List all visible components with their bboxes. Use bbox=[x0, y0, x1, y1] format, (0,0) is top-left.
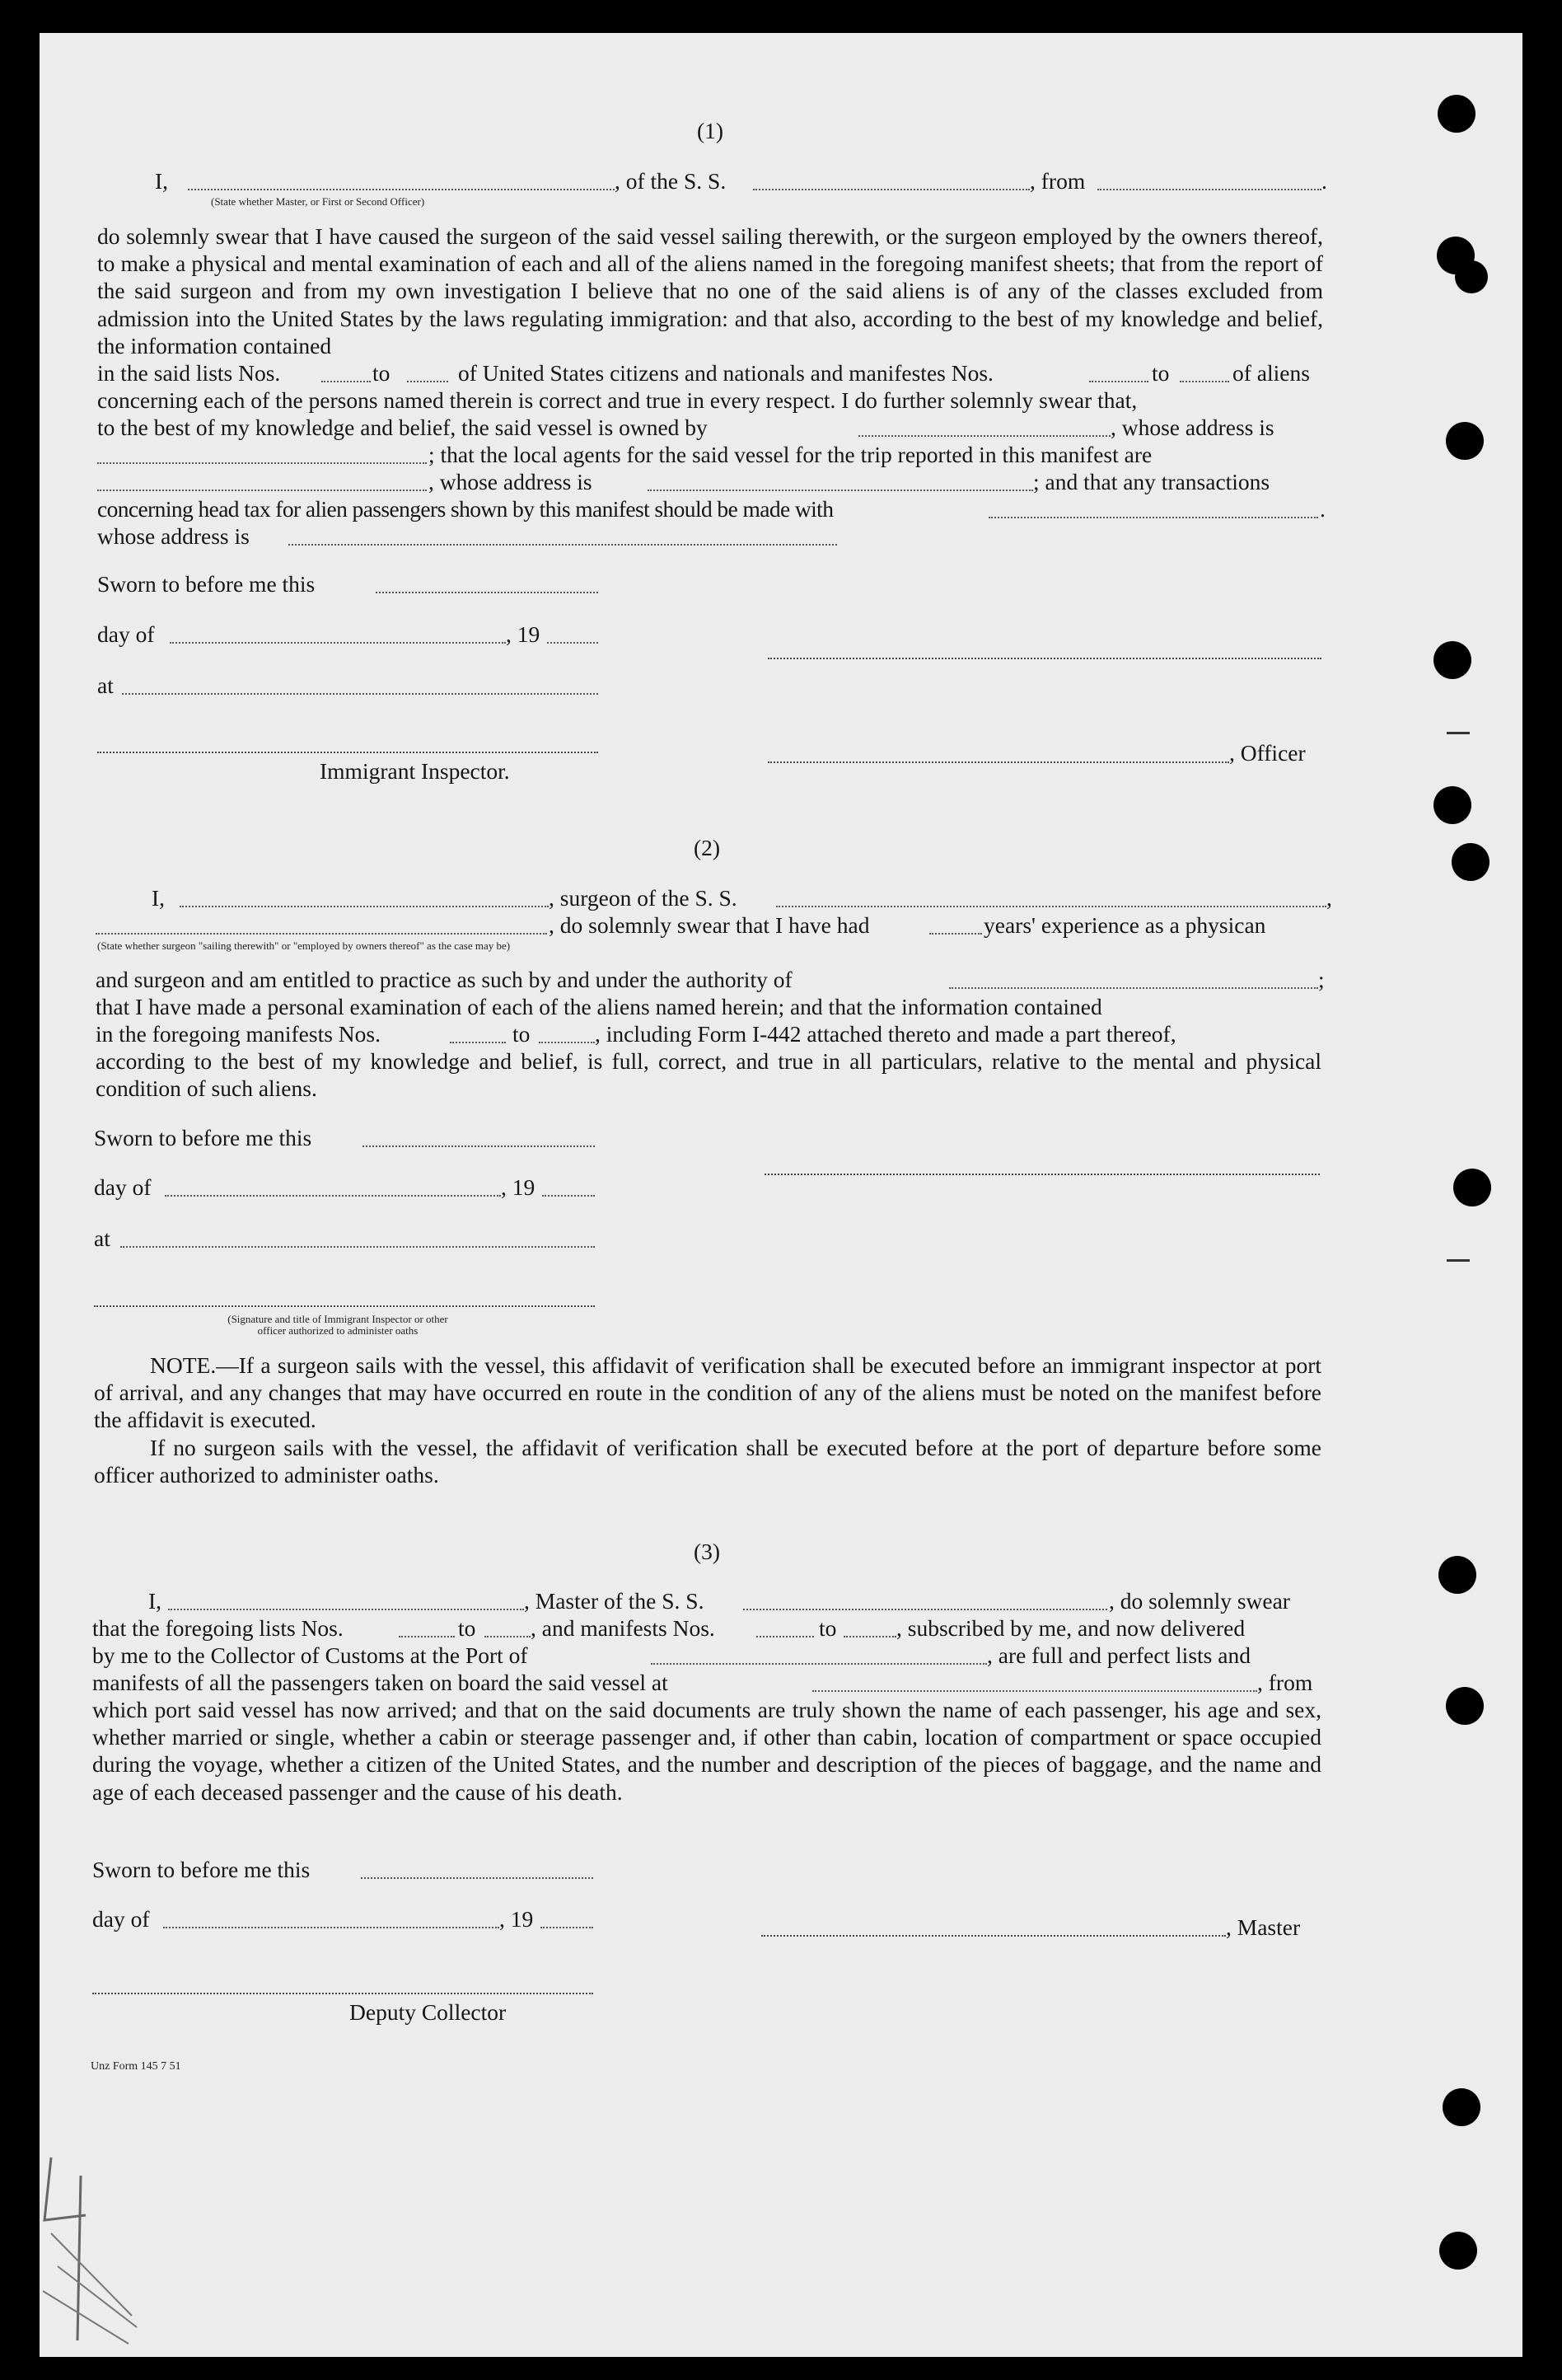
s1-lists-to-field[interactable] bbox=[407, 381, 448, 382]
s2-manifests-to-label: to bbox=[512, 1021, 531, 1047]
s3-subscribed-label: , subscribed by me, and now delivered bbox=[896, 1615, 1246, 1641]
s2-surgeon-label: , surgeon of the S. S. bbox=[549, 885, 737, 911]
s2-authority-field[interactable] bbox=[949, 987, 1318, 989]
form-code: Unz Form 145 7 51 bbox=[91, 2060, 181, 2073]
s1-vessel-field[interactable] bbox=[753, 189, 1030, 190]
s2-year-label: , 19 bbox=[501, 1174, 535, 1200]
punch-hole bbox=[1433, 786, 1471, 824]
s1-year-field[interactable] bbox=[547, 642, 598, 644]
s1-agents-address-field[interactable] bbox=[648, 490, 1033, 491]
s3-vessel-field[interactable] bbox=[743, 1609, 1107, 1610]
s2-years-field[interactable] bbox=[929, 933, 982, 935]
s1-i-label: I, bbox=[155, 168, 169, 194]
s2-dayof-label: day of bbox=[94, 1174, 152, 1200]
s1-sworn-label: Sworn to before me this bbox=[97, 571, 316, 597]
s3-lists-label: that the foregoing lists Nos. bbox=[92, 1615, 344, 1641]
s1-concerning-text: concerning each of the persons named therein is correct and true in every respect. I do further solemnly swear that, bbox=[97, 387, 1138, 413]
s1-owner-address-label: , whose address is bbox=[1111, 415, 1274, 440]
s1-manifests-to-label: to bbox=[1152, 360, 1170, 386]
s1-day-field[interactable] bbox=[170, 642, 506, 644]
s1-end-period: . bbox=[1321, 168, 1327, 194]
s2-form-label: , including Form I-442 attached thereto and made a part thereof, bbox=[595, 1021, 1176, 1047]
s2-inspector-signature-field[interactable] bbox=[94, 1305, 595, 1307]
s1-lists-to-label: to bbox=[372, 360, 390, 386]
s3-master-label: , Master of the S. S. bbox=[524, 1588, 704, 1614]
s1-officer-signature-field[interactable] bbox=[768, 761, 1229, 763]
s1-year-label: , 19 bbox=[506, 621, 540, 647]
s3-lists-to-label: to bbox=[458, 1615, 476, 1641]
punch-hole bbox=[1452, 843, 1490, 881]
s3-from-label: , from bbox=[1257, 1670, 1313, 1695]
punch-hole bbox=[1433, 641, 1471, 679]
s2-i-label: I, bbox=[152, 885, 166, 911]
s2-year-field[interactable] bbox=[542, 1195, 595, 1197]
s3-manifests-to-field[interactable] bbox=[844, 1636, 896, 1637]
s3-lists-from-field[interactable] bbox=[399, 1636, 455, 1637]
s1-of-ss-label: , of the S. S. bbox=[615, 168, 727, 194]
s3-dayof-label: day of bbox=[92, 1906, 150, 1932]
punch-hole bbox=[1438, 1556, 1476, 1594]
s1-transactions-label: ; and that any transactions bbox=[1033, 469, 1270, 494]
s1-inspector-label: Immigrant Inspector. bbox=[320, 758, 510, 784]
s2-authority-end: ; bbox=[1318, 967, 1325, 992]
punch-hole bbox=[1443, 2088, 1480, 2126]
s2-manifests-from-field[interactable] bbox=[450, 1042, 506, 1043]
s1-agents-address-label: , whose address is bbox=[428, 469, 592, 494]
s3-deputy-signature-field[interactable] bbox=[92, 1993, 593, 1994]
s3-deputy-label: Deputy Collector bbox=[349, 1999, 507, 2025]
s2-at-field[interactable] bbox=[120, 1246, 595, 1248]
s1-body-text: do solemnly swear that I have caused the surgeon of the said vessel sailing therewith, or the surgeon employed by the owners thereof, to make a physical and mental examination of each and all of the aliens named in the foregoing manifest sheets; that from the report of the said surgeon and from my own investigation I believe that no one of the said aliens is of any of the classes excluded from admission into the United States by the laws regulating immigration: and that also, according to the best of my knowledge and belief, the information contained bbox=[97, 223, 1323, 358]
s2-examined-text: that I have made a personal examination of each of the aliens named herein; and that the information contained bbox=[96, 994, 1102, 1019]
s3-body-text: which port said vessel has now arrived; and that on the said documents are truly shown the name of each passenger, his age and sex, whether married or single, whether a cabin or steerage passenger and, if other than cabin, location of compartment or space occupied during the voyage, whether a citizen of the United States, and the number and description of the pieces of baggage, and the name and age of each deceased passenger and the cause of his death. bbox=[92, 1697, 1321, 1805]
s2-signature-field[interactable] bbox=[765, 1174, 1320, 1175]
punch-hole bbox=[1446, 1687, 1484, 1725]
s3-collector-label: by me to the Collector of Customs at the Port of bbox=[92, 1642, 528, 1668]
punch-hole bbox=[1455, 260, 1488, 293]
s2-at-label: at bbox=[94, 1225, 110, 1251]
s3-year-label: , 19 bbox=[499, 1906, 534, 1932]
s3-name-field[interactable] bbox=[168, 1609, 524, 1610]
s1-of-aliens-label: of aliens bbox=[1232, 360, 1310, 386]
s1-headtax-field[interactable] bbox=[989, 517, 1318, 518]
punch-hole bbox=[1438, 95, 1475, 133]
s3-manifests-to-label: to bbox=[819, 1615, 837, 1641]
s3-year-field[interactable] bbox=[540, 1927, 593, 1928]
s2-surgeon-caption: (State whether surgeon "sailing therewith" or "employed by owners thereof" as the case may be) bbox=[97, 939, 511, 952]
section-1-heading: (1) bbox=[697, 118, 724, 143]
s3-swear-label: , do solemnly swear bbox=[1109, 1588, 1290, 1614]
s3-master-label-sig: , Master bbox=[1226, 1914, 1301, 1940]
s3-on-board-label: manifests of all the passengers taken on board the said vessel at bbox=[92, 1670, 668, 1695]
s3-port-field[interactable] bbox=[651, 1663, 987, 1665]
s1-dayof-label: day of bbox=[97, 621, 155, 647]
s2-sworn-label: Sworn to before me this bbox=[94, 1125, 312, 1150]
s1-lists-label: in the said lists Nos. bbox=[97, 360, 281, 386]
punch-hole bbox=[1453, 1169, 1491, 1206]
s1-whose-label: whose address is bbox=[97, 523, 250, 549]
s2-manifests-label: in the foregoing manifests Nos. bbox=[96, 1021, 381, 1047]
s1-from-label: , from bbox=[1030, 168, 1086, 194]
s3-lists-complete-label: , are full and perfect lists and bbox=[987, 1642, 1251, 1668]
s1-manifests-label: of United States citizens and nationals and manifestes Nos. bbox=[458, 360, 994, 386]
s2-years-label: years' experience as a physican bbox=[984, 912, 1266, 938]
s2-sig-caption-1: (Signature and title of Immigrant Inspector or other bbox=[227, 1313, 448, 1325]
s1-owner-field[interactable] bbox=[858, 435, 1111, 437]
s2-authority-label: and surgeon and am entitled to practice as such by and under the authority of bbox=[96, 967, 793, 992]
s1-owner-address-field[interactable] bbox=[97, 462, 427, 464]
s1-at-label: at bbox=[97, 672, 114, 698]
s1-signature-field[interactable] bbox=[768, 658, 1321, 659]
s3-day-field[interactable] bbox=[163, 1927, 499, 1928]
s1-at-field[interactable] bbox=[122, 693, 598, 695]
s2-day-field[interactable] bbox=[165, 1195, 501, 1197]
s1-headtax-end: . bbox=[1320, 496, 1326, 522]
s1-owned-label: to the best of my knowledge and belief, the said vessel is owned by bbox=[97, 415, 708, 440]
s1-manifests-to-field[interactable] bbox=[1180, 381, 1229, 382]
s2-vessel-field[interactable] bbox=[776, 906, 1326, 907]
s1-sworn-field[interactable] bbox=[376, 592, 598, 593]
s2-body-text: according to the best of my knowledge and belief, is full, correct, and true in all particulars, relative to the mental and physical condition of such aliens. bbox=[96, 1048, 1321, 1102]
s1-name-field[interactable] bbox=[188, 189, 615, 190]
s3-sworn-field[interactable] bbox=[361, 1877, 593, 1879]
handwritten-mark bbox=[33, 2151, 148, 2349]
s1-headtax-label: concerning head tax for alien passengers shown by this manifest should be made with bbox=[97, 496, 834, 522]
s1-manifests-from-field[interactable] bbox=[1089, 381, 1148, 382]
s1-agents-label: ; that the local agents for the said vessel for the trip reported in this manifest are bbox=[428, 442, 1153, 467]
edge-mark bbox=[1447, 732, 1470, 734]
punch-hole bbox=[1446, 422, 1484, 460]
s2-note-2: If no surgeon sails with the vessel, the affidavit of verification shall be executed before at the port of departure before some officer authorized to administer oaths. bbox=[94, 1435, 1321, 1488]
s3-i-label: I, bbox=[148, 1588, 162, 1614]
s1-from-field[interactable] bbox=[1097, 189, 1321, 190]
punch-hole bbox=[1439, 2232, 1477, 2270]
s1-agents-field[interactable] bbox=[97, 490, 427, 491]
s1-officer-label: , Officer bbox=[1229, 740, 1306, 766]
s1-officer-caption: (State whether Master, or First or Second Officer) bbox=[211, 195, 425, 208]
s2-name-field[interactable] bbox=[180, 906, 549, 907]
s3-manifests-from-field[interactable] bbox=[756, 1636, 814, 1637]
s1-lists-from-field[interactable] bbox=[321, 381, 371, 382]
section-2-heading: (2) bbox=[694, 835, 721, 860]
s2-sworn-field[interactable] bbox=[362, 1145, 595, 1147]
s2-surgeon-type-field[interactable] bbox=[96, 933, 547, 935]
s2-note-1: NOTE.—If a surgeon sails with the vessel, this affidavit of verification shall be executed before an immigrant inspector at port of arrival, and any changes that may have occurred en route in the condition of any of the aliens must be noted on the manifest before the affidavit is executed. bbox=[94, 1352, 1321, 1433]
s3-sworn-label: Sworn to before me this bbox=[92, 1857, 311, 1882]
s2-manifests-to-field[interactable] bbox=[539, 1042, 595, 1043]
edge-mark bbox=[1447, 1259, 1470, 1262]
section-3-heading: (3) bbox=[694, 1539, 721, 1564]
s2-sig-caption-2: officer authorized to administer oaths bbox=[257, 1324, 419, 1337]
s1-inspector-signature-field[interactable] bbox=[97, 752, 598, 753]
s3-embark-port-field[interactable] bbox=[812, 1690, 1257, 1692]
s1-whose-field[interactable] bbox=[288, 544, 837, 546]
s3-manifests-label: , and manifests Nos. bbox=[531, 1615, 715, 1641]
s2-line1-end: , bbox=[1326, 885, 1332, 911]
s3-lists-to-field[interactable] bbox=[484, 1636, 531, 1637]
s3-master-signature-field[interactable] bbox=[761, 1935, 1226, 1937]
s2-swear-label: , do solemnly swear that I have had bbox=[549, 912, 870, 938]
